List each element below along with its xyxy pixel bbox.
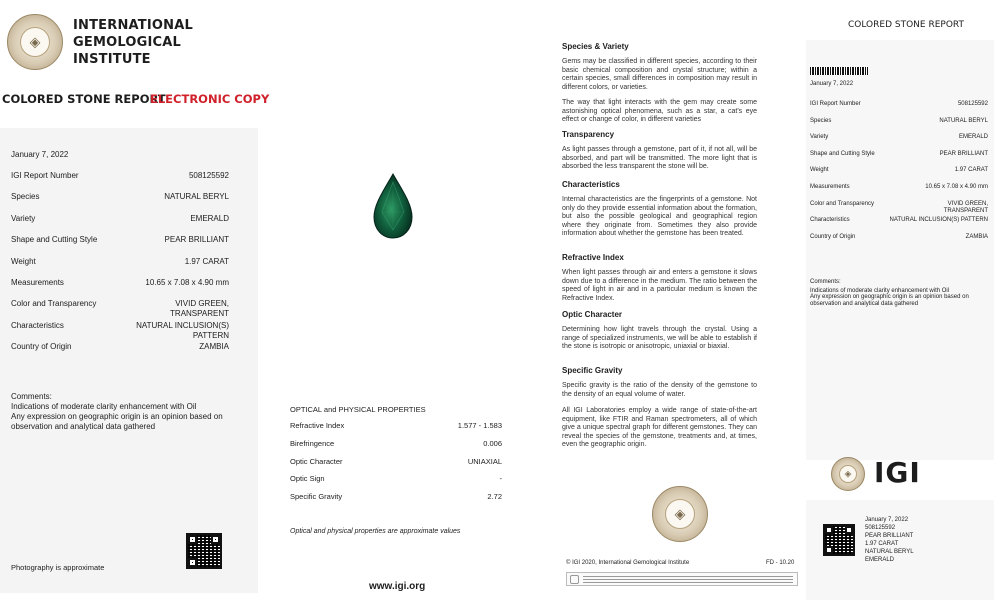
- detail-value: UNIAXIAL: [467, 456, 502, 466]
- detail-value: NATURAL INCLUSION(S) PATTERN: [136, 320, 229, 340]
- section-heading: Specific Gravity: [562, 366, 623, 375]
- detail-value: EMERALD: [958, 134, 988, 141]
- detail-label: Specific Gravity: [290, 492, 343, 502]
- detail-label: Measurements: [11, 278, 64, 287]
- detail-value: NATURAL BERYL: [164, 192, 229, 202]
- section-paragraph: Gems may be classified in different species, according to their basic chemical composition and crystal structure; within a certain species, small differences in composition may result in different colors, or varieties.: [562, 58, 757, 91]
- report-title: COLORED STONE REPORT: [2, 92, 166, 106]
- detail-label: Country of Origin: [11, 342, 72, 352]
- card-comments: [810, 279, 990, 307]
- institute-name-line-3: INSTITUTE: [73, 52, 151, 67]
- section-paragraph: Determining how light travels through the crystal. Using a range of specialized instruments, we will be able to establish if the stone is isotropic or anisotropic, uniaxial or biaxial.: [562, 326, 757, 351]
- detail-label: Optic Sign: [290, 474, 325, 484]
- barcode: [810, 67, 868, 75]
- detail-label: Birefringence: [290, 438, 335, 448]
- detail-value: VIVID GREEN, TRANSPARENT: [170, 299, 229, 319]
- card-report-title: COLORED STONE REPORT: [848, 20, 964, 30]
- detail-label: Measurements: [810, 184, 850, 190]
- detail-value: 508125592: [957, 101, 988, 107]
- detail-value: EMERALD: [190, 213, 229, 223]
- detail-label: Variety: [11, 213, 36, 223]
- website-url[interactable]: www.igi.org: [369, 581, 426, 592]
- detail-value: NATURAL BERYL: [939, 117, 988, 124]
- institute-name-line-2: GEMOLOGICAL: [73, 35, 182, 50]
- detail-value: 1.97 CARAT: [954, 167, 988, 174]
- card-comments-body: Indications of moderate clarity enhancement with Oil Any expression on geographic origin is an opinion based on observation and analytical data gathered: [810, 287, 969, 307]
- detail-label: Species: [11, 192, 40, 202]
- card-comments-title: Comments:: [810, 279, 841, 285]
- electronic-copy-label: ELECTRONIC COPY: [150, 92, 270, 106]
- card-summary-line: January 7, 2022: [865, 517, 909, 523]
- card-summary-line: 1.97 CARAT: [865, 541, 899, 547]
- report-date: January 7, 2022: [11, 150, 69, 159]
- comments-title: Comments:: [11, 392, 52, 401]
- qr-code: [186, 533, 222, 569]
- detail-value: 1.577 - 1.583: [457, 421, 502, 430]
- card-report-date: January 7, 2022: [810, 81, 854, 87]
- card-igi-seal: ◈: [831, 457, 865, 491]
- detail-value: 508125592: [188, 171, 229, 180]
- detail-label: Country of Origin: [810, 233, 856, 240]
- optical-properties-note: Optical and physical properties are approximate values: [290, 528, 461, 535]
- optical-properties-title: OPTICAL and PHYSICAL PROPERTIES: [290, 405, 426, 414]
- security-logo-icon: [570, 575, 579, 584]
- section-paragraph: As light passes through a gemstone, part of it, if not all, will be absorbed, and part will be transmitted. The more light that is absorbed the less transparent the stone will be.: [562, 146, 757, 171]
- detail-value: PEAR BRILLIANT: [164, 235, 229, 245]
- detail-value: 10.65 x 7.08 x 4.90 mm: [925, 184, 988, 190]
- igi-seal-logo: ◈: [7, 14, 63, 70]
- security-footer-strip: [566, 572, 798, 586]
- section-paragraph: The way that light interacts with the gem may create some astonishing optical phenomena, such as a star, a cat's eye effect or change of color, in different varieties: [562, 99, 757, 124]
- detail-label: Optic Character: [290, 456, 343, 466]
- section-paragraph: All IGI Laboratories employ a wide range of state-of-the-art equipment, like FTIR and Raman spectrometers, all of which give a unique spectral graph for different gemstones. They can reveal the species of the gemstone, treatments and, at times, even the geographic origin.: [562, 407, 757, 449]
- detail-value: 0.006: [483, 438, 502, 448]
- detail-label: Weight: [11, 256, 36, 266]
- detail-label: Refractive Index: [290, 421, 345, 430]
- photography-note: Photography is approximate: [11, 563, 105, 572]
- institute-name: [73, 17, 193, 68]
- igi-watermark-seal: ◈: [652, 486, 708, 542]
- detail-value: ZAMBIA: [965, 233, 988, 240]
- comments-body: Indications of moderate clarity enhancement with Oil Any expression on geographic origin is an opinion based on observation and analytical data gathered: [11, 402, 223, 431]
- detail-value: VIVID GREEN, TRANSPARENT: [943, 200, 988, 214]
- detail-label: Characteristics: [11, 320, 64, 330]
- card-summary-line: 508125592: [865, 525, 896, 531]
- detail-label: Species: [810, 117, 832, 124]
- detail-label: IGI Report Number: [810, 101, 861, 107]
- detail-label: Weight: [810, 167, 829, 174]
- detail-value: 10.65 x 7.08 x 4.90 mm: [145, 278, 229, 287]
- form-code: FD - 10.20: [766, 560, 795, 566]
- detail-value: NATURAL INCLUSION(S) PATTERN: [889, 217, 988, 224]
- section-heading: Transparency: [562, 130, 615, 139]
- section-heading: Refractive Index: [562, 253, 624, 262]
- card-summary: [865, 516, 914, 564]
- section-heading: Species & Variety: [562, 42, 629, 51]
- detail-label: Shape and Cutting Style: [810, 150, 875, 157]
- detail-label: Variety: [810, 134, 829, 141]
- detail-label: Color and Transparency: [11, 299, 97, 309]
- detail-value: 2.72: [487, 492, 502, 502]
- institute-name-line-1: INTERNATIONAL: [73, 18, 193, 33]
- copyright-text: © IGI 2020, International Gemological Institute: [566, 560, 690, 566]
- detail-value: -: [499, 474, 502, 484]
- emerald-stone-image: [372, 172, 414, 240]
- igi-wordmark-logo: IGI: [874, 456, 921, 489]
- card-qr-code: [823, 524, 855, 556]
- detail-label: Characteristics: [810, 217, 850, 224]
- section-heading: Characteristics: [562, 180, 620, 189]
- detail-label: Color and Transparency: [810, 200, 875, 207]
- detail-value: 1.97 CARAT: [184, 256, 229, 266]
- detail-label: IGI Report Number: [11, 171, 79, 180]
- section-paragraph: When light passes through air and enters a gemstone it slows down due to a difference in the medium. The ratio between the speed of light in air and in a particular medium is known the Refractive Index.: [562, 269, 757, 302]
- detail-label: Shape and Cutting Style: [11, 235, 98, 245]
- section-paragraph: Specific gravity is the ratio of the density of the gemstone to the density of an equal volume of water.: [562, 382, 757, 398]
- section-heading: Optic Character: [562, 310, 623, 319]
- detail-value: PEAR BRILLIANT: [939, 150, 988, 157]
- card-summary-line: EMERALD: [865, 557, 895, 563]
- section-paragraph: Internal characteristics are the fingerprints of a gemstone. Not only do they provide essential information about the formation, but also the possible geological and geographical region where they originate from. Sometimes they also provide information about whether the gemstone has been treated.: [562, 196, 757, 238]
- card-summary-line: PEAR BRILLIANT: [865, 533, 914, 539]
- card-summary-line: NATURAL BERYL: [865, 549, 914, 555]
- detail-value: ZAMBIA: [199, 342, 229, 352]
